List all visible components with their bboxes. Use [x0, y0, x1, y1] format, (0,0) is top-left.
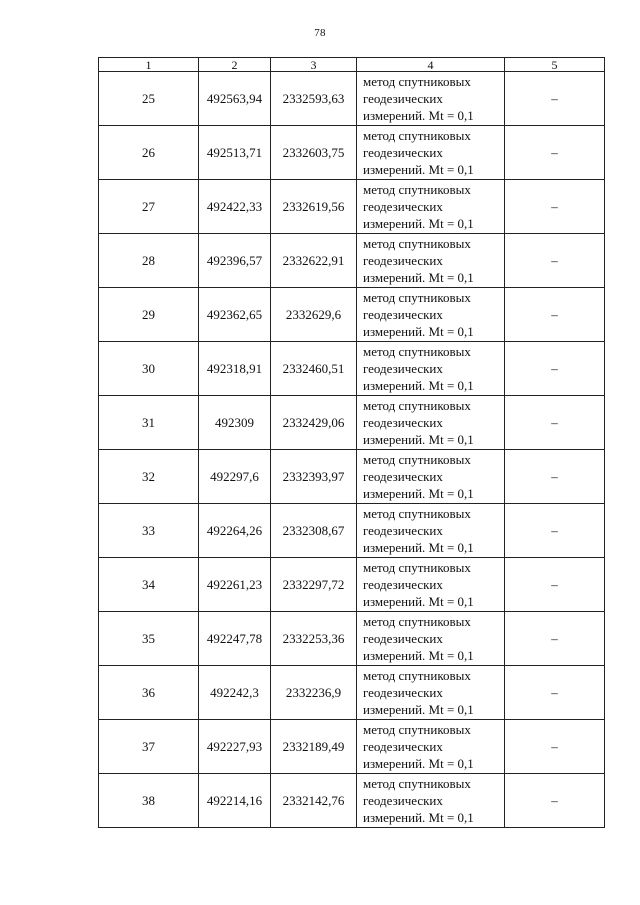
x-coordinate-cell: 492309 [199, 396, 271, 450]
method-text-line: метод спутниковых [363, 290, 471, 305]
page-number: 78 [314, 27, 326, 39]
x-coordinate-cell: 492422,33 [199, 180, 271, 234]
point-number-cell: 34 [99, 558, 199, 612]
column-header-3: 3 [271, 58, 357, 72]
method-cell [357, 450, 505, 504]
y-coordinate-cell: 2332429,06 [271, 396, 357, 450]
note-cell: – [505, 666, 605, 720]
note-cell: – [505, 450, 605, 504]
note-cell: – [505, 234, 605, 288]
coordinates-table [98, 57, 605, 828]
method-cell [357, 666, 505, 720]
method-cell [357, 342, 505, 396]
point-number-cell: 38 [99, 774, 199, 828]
table-body [99, 72, 605, 828]
table-row [99, 666, 605, 720]
x-coordinate-cell: 492227,93 [199, 720, 271, 774]
method-text-line: геодезических [363, 199, 443, 214]
method-text-line: метод спутниковых [363, 776, 471, 791]
note-cell: – [505, 288, 605, 342]
table-row [99, 774, 605, 828]
method-cell [357, 234, 505, 288]
method-text-line: измерений. Mt = 0,1 [363, 756, 474, 771]
y-coordinate-cell: 2332253,36 [271, 612, 357, 666]
method-text-line: метод спутниковых [363, 560, 471, 575]
x-coordinate-cell: 492297,6 [199, 450, 271, 504]
method-cell [357, 720, 505, 774]
note-cell: – [505, 504, 605, 558]
table-header [99, 58, 605, 72]
y-coordinate-cell: 2332622,91 [271, 234, 357, 288]
method-text-line: метод спутниковых [363, 722, 471, 737]
y-coordinate-cell: 2332142,76 [271, 774, 357, 828]
point-number-cell: 26 [99, 126, 199, 180]
method-text-line: метод спутниковых [363, 182, 471, 197]
column-header-1: 1 [99, 58, 199, 72]
table-row [99, 504, 605, 558]
note-cell: – [505, 342, 605, 396]
table-row [99, 396, 605, 450]
y-coordinate-cell: 2332297,72 [271, 558, 357, 612]
method-text-line: метод спутниковых [363, 74, 471, 89]
point-number-cell: 37 [99, 720, 199, 774]
table-row [99, 72, 605, 126]
x-coordinate-cell: 492513,71 [199, 126, 271, 180]
x-coordinate-cell: 492362,65 [199, 288, 271, 342]
method-text-line: геодезических [363, 361, 443, 376]
point-number-cell: 36 [99, 666, 199, 720]
column-header-5: 5 [505, 58, 605, 72]
method-text-line: метод спутниковых [363, 614, 471, 629]
method-text-line: измерений. Mt = 0,1 [363, 108, 474, 123]
table-row [99, 180, 605, 234]
method-cell [357, 180, 505, 234]
method-cell [357, 288, 505, 342]
method-cell [357, 72, 505, 126]
y-coordinate-cell: 2332629,6 [271, 288, 357, 342]
method-text-line: геодезических [363, 523, 443, 538]
note-cell: – [505, 612, 605, 666]
point-number-cell: 35 [99, 612, 199, 666]
note-cell: – [505, 72, 605, 126]
method-text-line: геодезических [363, 307, 443, 322]
method-text-line: геодезических [363, 577, 443, 592]
method-text-line: геодезических [363, 145, 443, 160]
table-row [99, 342, 605, 396]
table-row [99, 720, 605, 774]
x-coordinate-cell: 492214,16 [199, 774, 271, 828]
point-number-cell: 25 [99, 72, 199, 126]
method-text-line: геодезических [363, 253, 443, 268]
note-cell: – [505, 558, 605, 612]
y-coordinate-cell: 2332308,67 [271, 504, 357, 558]
point-number-cell: 28 [99, 234, 199, 288]
x-coordinate-cell: 492261,23 [199, 558, 271, 612]
method-text-line: геодезических [363, 469, 443, 484]
point-number-cell: 33 [99, 504, 199, 558]
method-text-line: измерений. Mt = 0,1 [363, 270, 474, 285]
x-coordinate-cell: 492563,94 [199, 72, 271, 126]
method-text-line: измерений. Mt = 0,1 [363, 540, 474, 555]
point-number-cell: 29 [99, 288, 199, 342]
method-text-line: метод спутниковых [363, 128, 471, 143]
x-coordinate-cell: 492247,78 [199, 612, 271, 666]
method-cell [357, 126, 505, 180]
point-number-cell: 27 [99, 180, 199, 234]
method-text-line: геодезических [363, 631, 443, 646]
method-cell [357, 504, 505, 558]
note-cell: – [505, 180, 605, 234]
table-row [99, 612, 605, 666]
y-coordinate-cell: 2332236,9 [271, 666, 357, 720]
table-row [99, 450, 605, 504]
note-cell: – [505, 720, 605, 774]
x-coordinate-cell: 492264,26 [199, 504, 271, 558]
point-number-cell: 31 [99, 396, 199, 450]
column-header-4: 4 [357, 58, 505, 72]
table-row [99, 126, 605, 180]
method-text-line: метод спутниковых [363, 344, 471, 359]
table-row [99, 288, 605, 342]
method-text-line: метод спутниковых [363, 398, 471, 413]
point-number-cell: 30 [99, 342, 199, 396]
note-cell: – [505, 126, 605, 180]
method-cell [357, 396, 505, 450]
table-row [99, 558, 605, 612]
method-text-line: измерений. Mt = 0,1 [363, 324, 474, 339]
y-coordinate-cell: 2332460,51 [271, 342, 357, 396]
method-text-line: метод спутниковых [363, 236, 471, 251]
method-text-line: измерений. Mt = 0,1 [363, 162, 474, 177]
method-cell [357, 774, 505, 828]
method-text-line: метод спутниковых [363, 506, 471, 521]
y-coordinate-cell: 2332603,75 [271, 126, 357, 180]
method-text-line: измерений. Mt = 0,1 [363, 432, 474, 447]
method-text-line: геодезических [363, 685, 443, 700]
y-coordinate-cell: 2332593,63 [271, 72, 357, 126]
method-text-line: геодезических [363, 793, 443, 808]
column-header-2: 2 [199, 58, 271, 72]
point-number-cell: 32 [99, 450, 199, 504]
method-text-line: геодезических [363, 739, 443, 754]
method-text-line: измерений. Mt = 0,1 [363, 648, 474, 663]
x-coordinate-cell: 492396,57 [199, 234, 271, 288]
method-text-line: измерений. Mt = 0,1 [363, 216, 474, 231]
y-coordinate-cell: 2332189,49 [271, 720, 357, 774]
method-text-line: метод спутниковых [363, 452, 471, 467]
x-coordinate-cell: 492242,3 [199, 666, 271, 720]
method-text-line: измерений. Mt = 0,1 [363, 810, 474, 825]
method-text-line: геодезических [363, 91, 443, 106]
method-text-line: измерений. Mt = 0,1 [363, 378, 474, 393]
note-cell: – [505, 396, 605, 450]
method-text-line: метод спутниковых [363, 668, 471, 683]
y-coordinate-cell: 2332619,56 [271, 180, 357, 234]
method-text-line: измерений. Mt = 0,1 [363, 702, 474, 717]
header-row [99, 58, 605, 72]
note-cell: – [505, 774, 605, 828]
method-text-line: измерений. Mt = 0,1 [363, 594, 474, 609]
method-cell [357, 558, 505, 612]
x-coordinate-cell: 492318,91 [199, 342, 271, 396]
method-text-line: измерений. Mt = 0,1 [363, 486, 474, 501]
method-cell [357, 612, 505, 666]
table-row [99, 234, 605, 288]
method-text-line: геодезических [363, 415, 443, 430]
y-coordinate-cell: 2332393,97 [271, 450, 357, 504]
